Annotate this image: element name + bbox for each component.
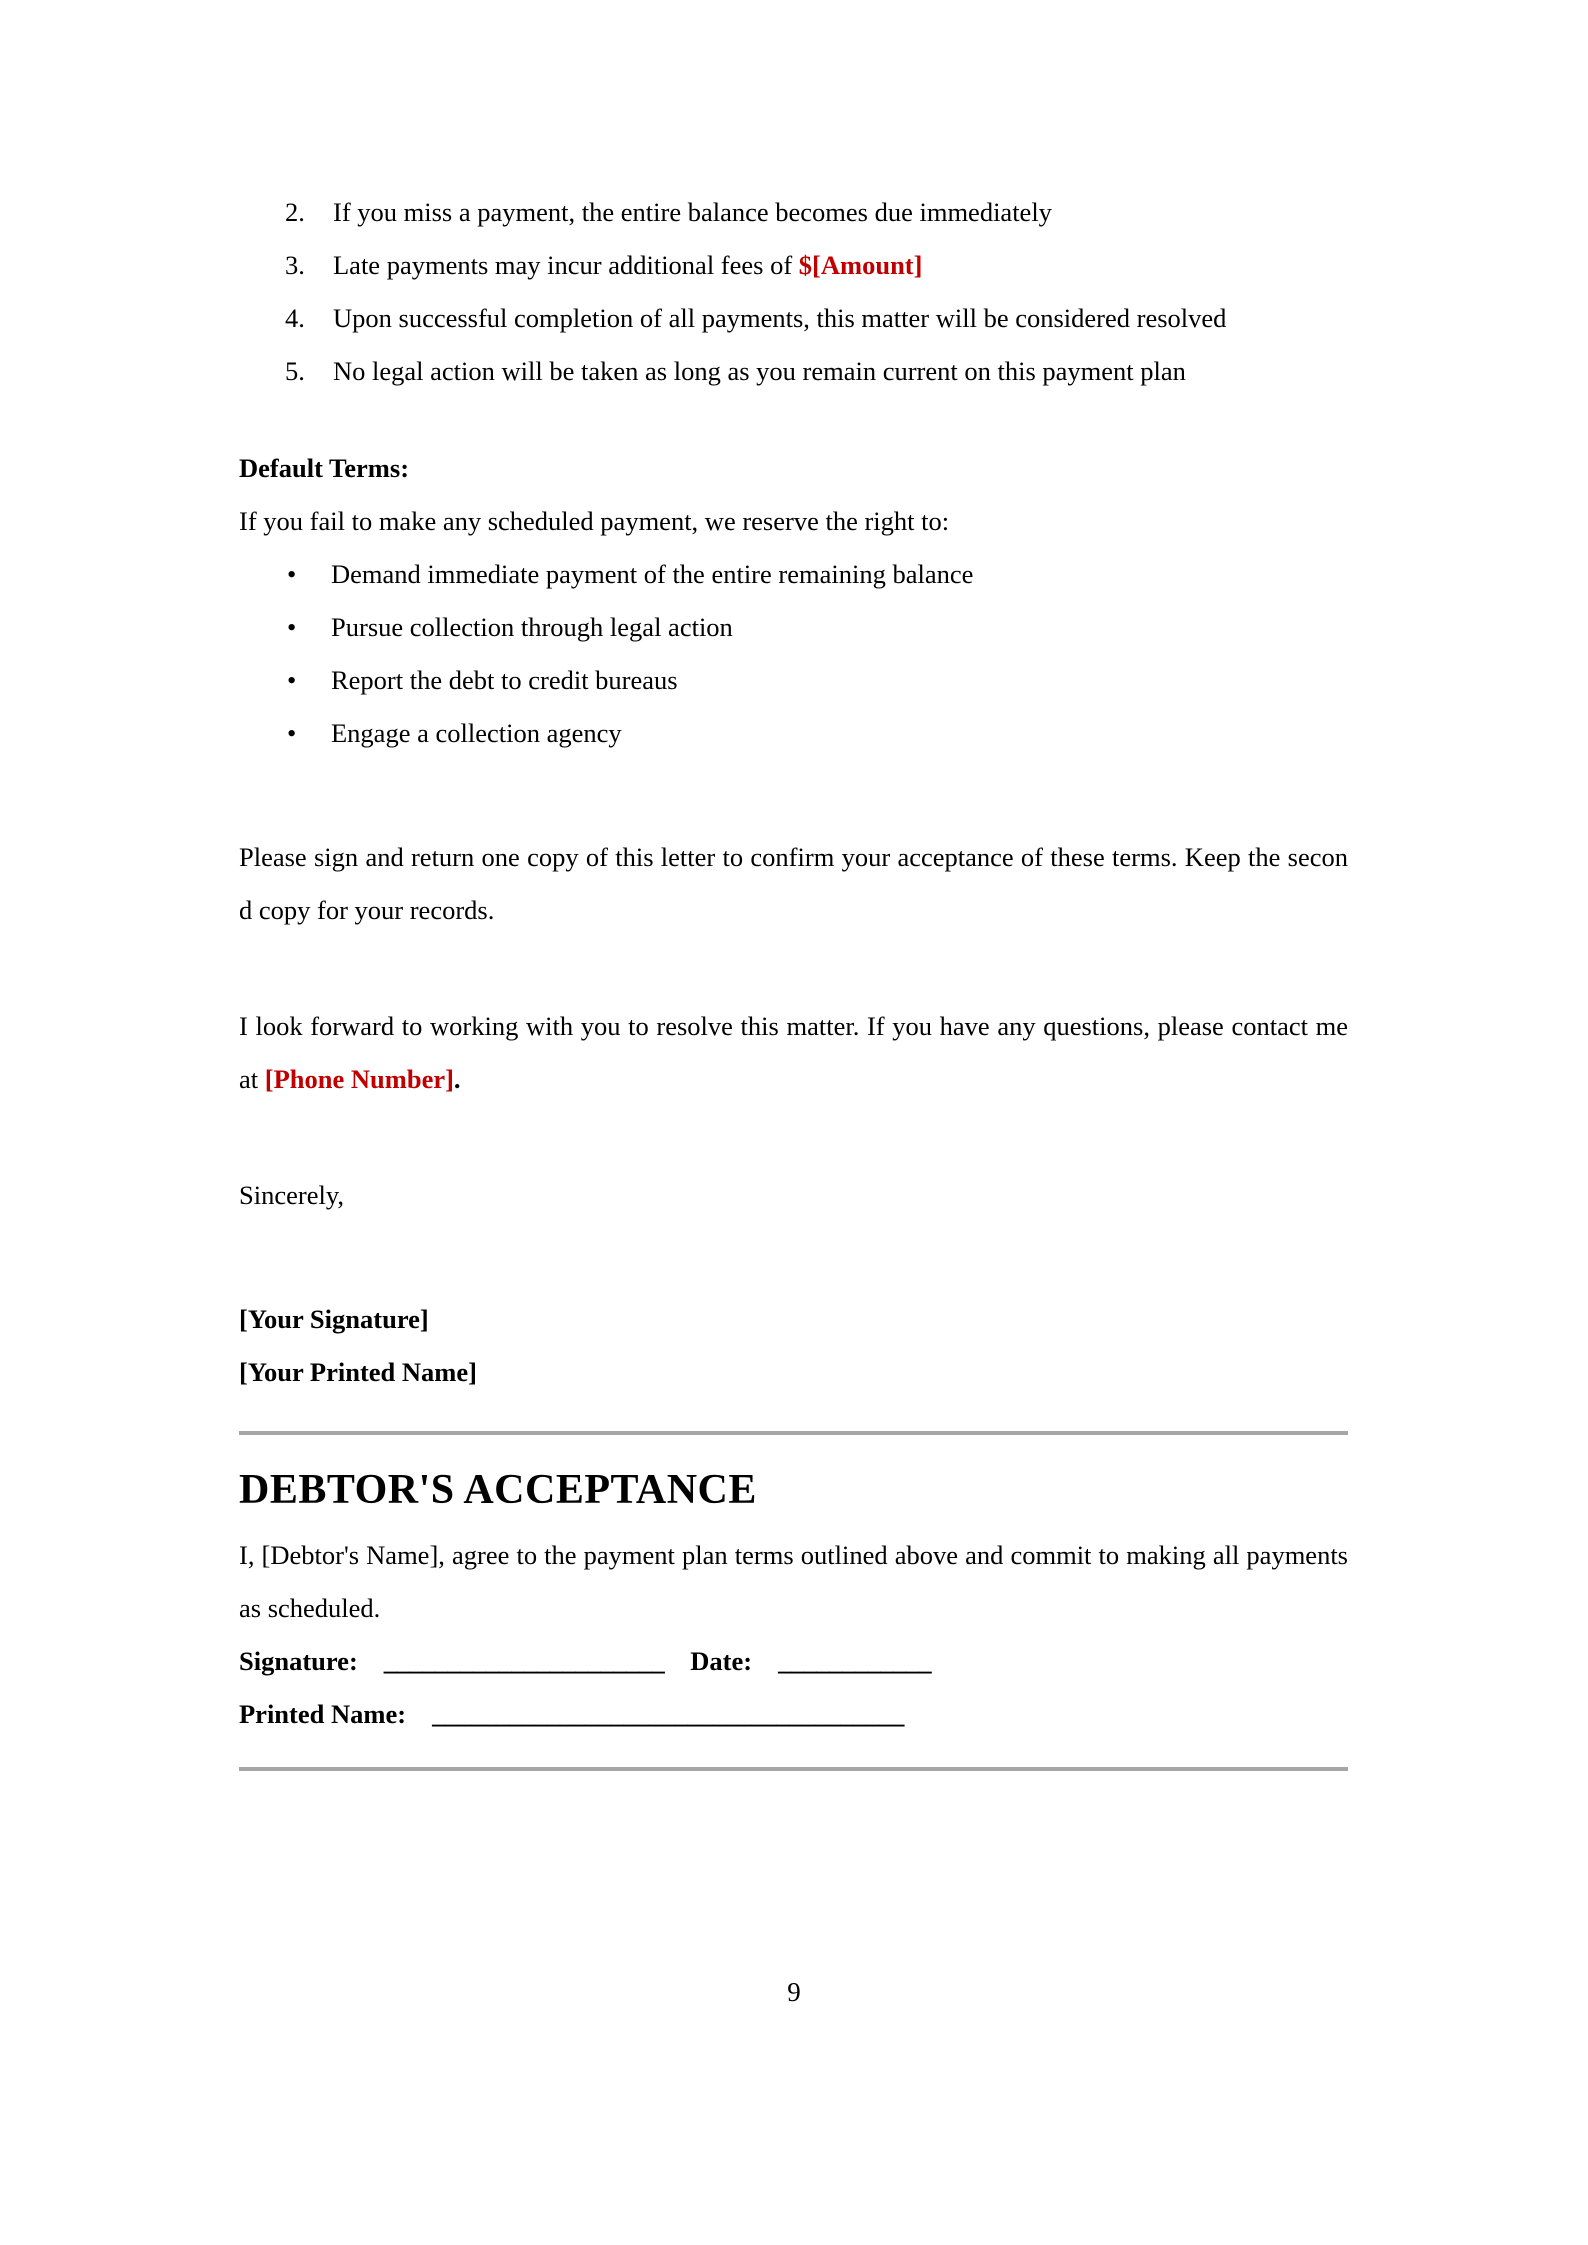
list-item (239, 707, 1348, 760)
spacer (239, 1106, 1348, 1159)
spacer (239, 937, 1348, 990)
bullet-icon: • (287, 665, 297, 695)
list-item-text: No legal action will be taken as long as you remain current on this payment plan (333, 356, 1186, 386)
default-terms-heading: Default Terms: (239, 453, 410, 483)
closing-paragraph-2-period: . (453, 1064, 461, 1094)
list-item-text: If you miss a payment, the entire balance becomes due immediately (333, 197, 1052, 227)
list-item (239, 292, 1348, 345)
list-item (239, 239, 1348, 292)
spacer (239, 1435, 1348, 1461)
spacer (239, 398, 1348, 442)
list-item (239, 345, 1348, 398)
list-item-text: Engage a collection agency (331, 718, 622, 748)
printed-name-label: Printed Name: (239, 1699, 407, 1729)
acceptance-title: DEBTOR'S ACCEPTANCE (239, 1467, 757, 1513)
spacer (239, 1399, 1348, 1431)
list-item-text: Demand immediate payment of the entire remaining balance (331, 559, 974, 589)
list-item-text: Upon successful completion of all payments, this matter will be considered resolved (333, 303, 1227, 333)
spacer (239, 1741, 1348, 1767)
closing-paragraph-2 (239, 1000, 1348, 1106)
spacer (239, 1275, 1348, 1293)
signature-label: Signature: (239, 1646, 358, 1676)
page-number-footer: 9 (787, 1977, 801, 2007)
date-label: Date: (690, 1646, 753, 1676)
your-printed-name-placeholder: [Your Printed Name] (239, 1357, 477, 1387)
list-item (239, 601, 1348, 654)
bullet-icon: • (287, 559, 297, 589)
date-input-blank[interactable]: ____________ (778, 1646, 932, 1676)
bullet-icon: • (287, 718, 297, 748)
bullet-icon: • (287, 612, 297, 642)
your-signature-placeholder: [Your Signature] (239, 1304, 429, 1334)
spacer (239, 760, 1348, 813)
section-divider-bottom (239, 1767, 1348, 1771)
phone-number-placeholder: [Phone Number] (264, 1064, 454, 1094)
page-content (239, 186, 1348, 1771)
closing-paragraph-2-text: I look forward to working with you to resolve this matter. If you have any questions, please contact me at (239, 1011, 1348, 1094)
spacer (239, 1519, 1348, 1529)
spacer (239, 990, 1348, 1000)
list-item-text: Pursue collection through legal action (331, 612, 733, 642)
list-item (239, 654, 1348, 707)
list-item-number: 5. (285, 356, 305, 386)
list-item-number: 3. (285, 250, 305, 280)
signature-input-blank[interactable]: ______________________ (383, 1646, 665, 1676)
signature-row (239, 1635, 1348, 1688)
list-item (239, 186, 1348, 239)
list-item-number: 2. (285, 197, 305, 227)
spacer (239, 1159, 1348, 1169)
spacer (239, 1222, 1348, 1275)
payment-terms-numbered-list (239, 186, 1348, 398)
acceptance-statement: I, [Debtor's Name], agree to the payment plan terms outlined above and commit to making all payments as scheduled. (239, 1540, 1348, 1623)
list-item-text: Late payments may incur additional fees of (333, 250, 799, 280)
list-item (239, 548, 1348, 601)
list-item-text: Report the debt to credit bureaus (331, 665, 678, 695)
default-terms-bullet-list (239, 548, 1348, 760)
spacer (239, 813, 1348, 831)
printed-name-row (239, 1688, 1348, 1741)
amount-placeholder: $[Amount] (798, 250, 923, 280)
default-terms-intro: If you fail to make any scheduled payment, we reserve the right to: (239, 506, 950, 536)
printed-name-input-blank[interactable]: _____________________________________ (432, 1699, 904, 1729)
closing-paragraph-1: Please sign and return one copy of this letter to confirm your acceptance of these terms. Keep the second copy for your records. (239, 842, 1348, 925)
list-item-number: 4. (285, 303, 305, 333)
sign-off: Sincerely, (239, 1180, 344, 1210)
